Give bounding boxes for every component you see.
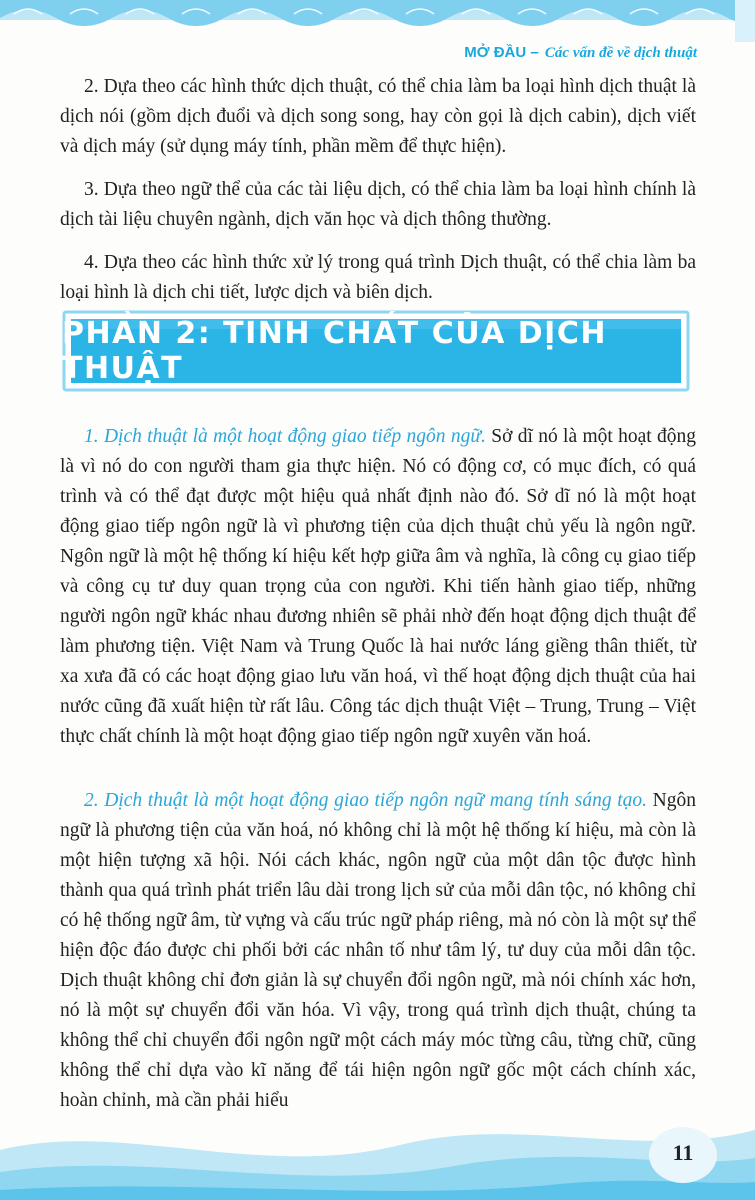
running-header-subtitle: Các vấn đề về dịch thuật	[544, 45, 697, 61]
page-number: 11	[672, 1140, 694, 1165]
bottom-wave-decoration	[0, 1110, 755, 1200]
top-wave-decoration	[0, 0, 755, 42]
intro-paragraph-2: 2. Dựa theo các hình thức dịch thuật, có thể chia làm ba loại hình dịch thuật là dịch nói (gồm dịch đuổi và dịch song song, hay còn gọi là dịch cabin), dịch viết và dịch máy (sử dụng máy tính, phần mềm để thực hiện).	[60, 76, 696, 157]
running-header	[464, 44, 697, 62]
property-paragraph-1	[60, 422, 696, 752]
property-paragraph-2	[60, 786, 696, 1116]
section-title: PHẦN 2: TÍNH CHẤT CỦA DỊCH THUẬT	[62, 316, 607, 386]
running-header-separator: –	[526, 44, 543, 61]
property-1-text: Sở dĩ nó là một hoạt động là vì nó do con người tham gia thực hiện. Nó có động cơ, có mục đích, có quá trình và có thể đạt được một hiệu quả nhất định nào đó. Sở dĩ nó là một hoạt động giao tiếp ngôn ngữ là vì phương tiện của dịch thuật chủ yếu là ngôn ngữ. Ngôn ngữ là một hệ thống kí hiệu kết hợp giữa âm và nghĩa, là công cụ giao tiếp và công cụ tư duy quan trọng của con người. Khi tiến hành giao tiếp, những người ngôn ngữ khác nhau đương nhiên sẽ phải nhờ đến hoạt động dịch thuật để làm phương tiện. Việt Nam và Trung Quốc là hai nước láng giềng thân thiết, từ xa xưa đã có các hoạt động giao lưu văn hoá, vì thế hoạt động dịch thuật của hai nước cũng đã xuất hiện từ rất lâu. Công tác dịch thuật Việt – Trung, Trung – Việt thực chất chính là một hoạt động giao tiếp ngôn ngữ xuyên văn hoá.	[60, 426, 697, 747]
property-1-lead: 1. Dịch thuật là một hoạt động giao tiếp ngôn ngữ.	[84, 426, 486, 447]
intro-paragraph-3: 3. Dựa theo ngữ thể của các tài liệu dịch, có thể chia làm ba loại hình chính là dịch tài liệu chuyên ngành, dịch văn học và dịch thông thường.	[60, 179, 696, 230]
property-2-text: Ngôn ngữ là phương tiện của văn hoá, nó không chỉ là một hệ thống kí hiệu, mà còn là một hiện tượng xã hội. Nói cách khác, ngôn ngữ của một dân tộc được hình thành qua quá trình phát triển lâu dài trong lịch sử của mỗi dân tộc, nó không chỉ có hệ thống ngữ âm, từ vựng và cấu trúc ngữ pháp riêng, mà nó còn là một sự thể hiện độc đáo được chi phối bởi các nhân tố như tâm lý, tư duy của mỗi dân tộc. Dịch thuật không chỉ đơn giản là sự chuyển đổi ngôn ngữ, mà nói chính xác hơn, nó là một sự chuyển đổi văn hóa. Vì vậy, trong quá trình dịch thuật, chúng ta không thể chỉ chuyển đổi ngôn ngữ một cách máy móc từng câu, từng chữ, cũng không thể chỉ dựa vào kĩ năng để tái hiện ngôn ngữ gốc một cách chính xác, hoàn chỉnh, mà cần phải hiểu	[60, 790, 696, 1111]
property-2-lead: 2. Dịch thuật là một hoạt động giao tiếp ngôn ngữ mang tính sáng tạo.	[84, 790, 648, 811]
running-header-chapter: MỞ ĐẦU	[464, 44, 527, 61]
intro-paragraph-4: 4. Dựa theo các hình thức xử lý trong quá trình Dịch thuật, có thể chia làm ba loại hình là dịch chi tiết, lược dịch và biên dịch.	[60, 252, 696, 303]
